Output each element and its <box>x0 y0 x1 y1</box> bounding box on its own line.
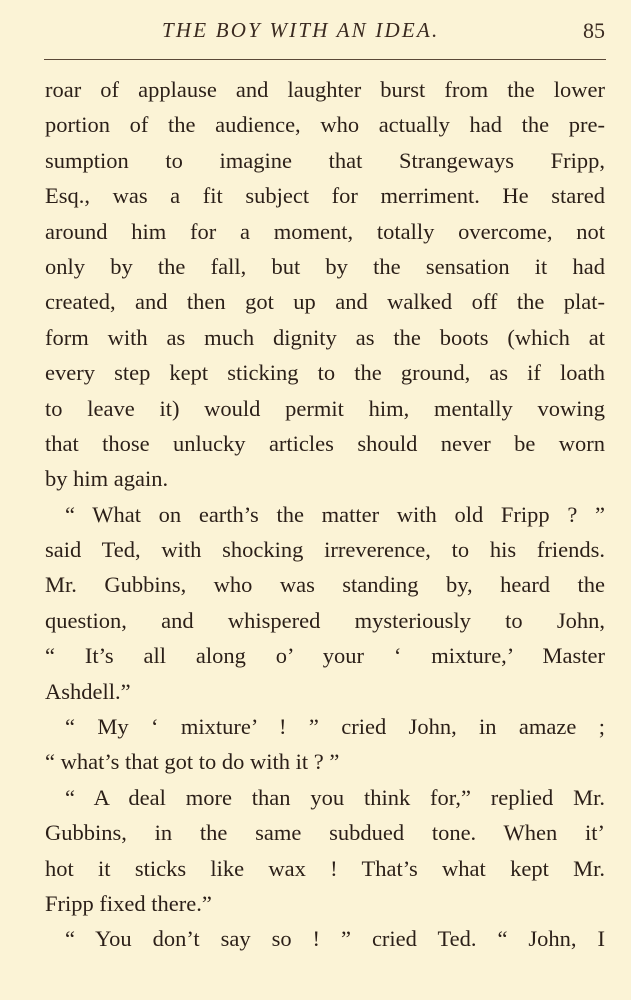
body-text <box>45 72 605 957</box>
text-line: “ A deal more than you think for,” replied Mr. <box>65 784 605 810</box>
running-title: THE BOY WITH AN IDEA. <box>162 18 440 42</box>
text-line: Ashdell.” <box>45 678 131 704</box>
text-line: said Ted, with shocking irreverence, to his friends. <box>45 537 605 563</box>
text-line: “ My ‘ mixture’ ! ” cried John, in amaze ; <box>65 714 605 740</box>
text-line: Esq., was a fit subject for merriment. He stared <box>45 183 605 209</box>
text-line: Fripp fixed there.” <box>45 890 212 916</box>
text-line: question, and whispered mysteriously to John, <box>45 607 605 633</box>
text-line: that those unlucky articles should never be worn <box>45 430 605 456</box>
text-line: hot it sticks like wax ! That’s what kept Mr. <box>45 855 605 881</box>
text-line: every step kept sticking to the ground, as if loath <box>45 360 605 386</box>
text-line: “ You don’t say so ! ” cried Ted. “ John, I <box>65 926 605 952</box>
text-line: Mr. Gubbins, who was standing by, heard the <box>45 572 605 598</box>
text-line: Gubbins, in the same subdued tone. When it’ <box>45 820 605 846</box>
text-line: roar of applause and laughter burst from the lower <box>45 77 605 102</box>
header-rule <box>44 59 606 60</box>
text-line: around him for a moment, totally overcome, not <box>45 218 605 244</box>
text-line: only by the fall, but by the sensation it had <box>45 253 605 279</box>
text-line: “ What on earth’s the matter with old Fripp ? ” <box>65 501 605 527</box>
running-head <box>0 14 631 54</box>
page-number: 85 <box>583 18 605 43</box>
text-line: created, and then got up and walked off the plat- <box>45 289 605 315</box>
text-line: by him again. <box>45 466 169 492</box>
text-line: to leave it) would permit him, mentally vowing <box>45 395 605 421</box>
text-line: portion of the audience, who actually had the pre- <box>45 112 605 138</box>
text-line: “ It’s all along o’ your ‘ mixture,’ Master <box>45 643 605 669</box>
text-line: sumption to imagine that Strangeways Fripp, <box>45 147 605 173</box>
text-line: form with as much dignity as the boots (which at <box>45 324 605 350</box>
text-line: “ what’s that got to do with it ? ” <box>45 749 340 775</box>
